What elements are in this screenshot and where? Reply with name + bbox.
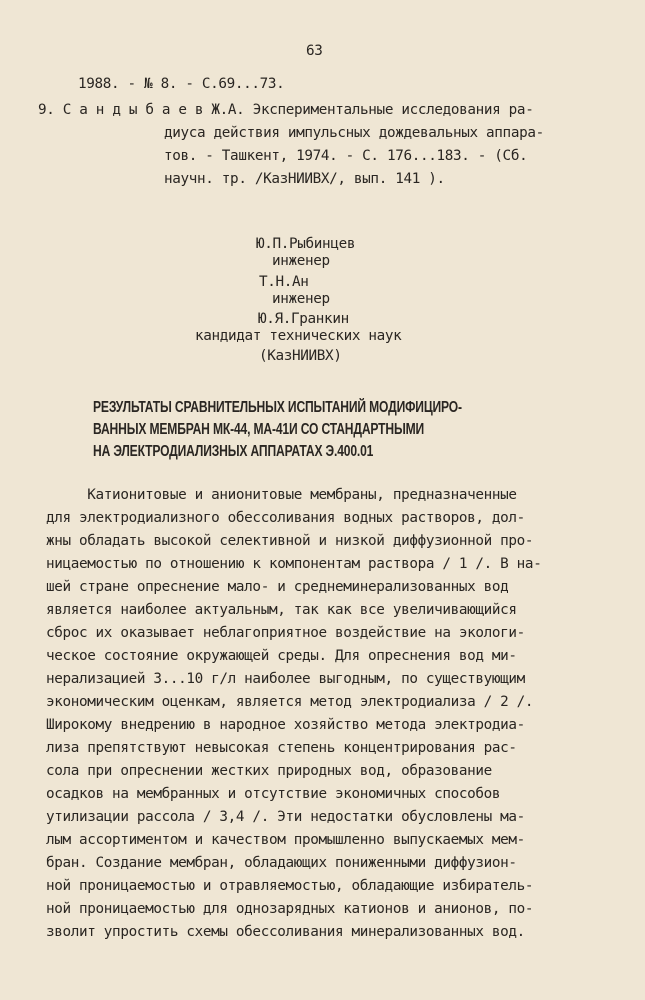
body-line: ной проницаемостью для однозарядных катионов и анионов, по- (46, 901, 534, 917)
article-title-line: РЕЗУЛЬТАТЫ СРАВНИТЕЛЬНЫХ ИСПЫТАНИЙ МОДИФИЦИРО- (93, 399, 462, 416)
body-line: зволит упростить схемы обессоливания минерализованных вод. (46, 924, 525, 940)
body-line: сброс их оказывает неблагоприятное воздействие на экологи- (46, 625, 525, 641)
body-line: осадков на мембранных и отсутствие экономичных способов (46, 786, 501, 802)
author-name: Т.Н.Ан (259, 274, 309, 290)
reference-9-line: тов. - Ташкент, 1974. - С. 176...183. - (Сб. (164, 148, 528, 164)
article-title-line: ВАННЫХ МЕМБРАН МК-44, МА-41И СО СТАНДАРТНЫМИ (93, 421, 425, 438)
page-number: 63 (306, 43, 323, 59)
author-title: инженер (272, 291, 330, 307)
author-name: Ю.П.Рыбинцев (256, 236, 356, 252)
article-title-line: НА ЭЛЕКТРОДИАЛИЗНЫХ АППАРАТАХ Э.400.01 (93, 443, 374, 460)
body-line: бран. Создание мембран, обладающих пониженными диффузион- (46, 855, 517, 871)
author-title: инженер (272, 253, 330, 269)
author-name: Ю.Я.Гранкин (258, 311, 349, 327)
author-institution: (КазНИИВХ) (259, 348, 342, 364)
body-line: экономическим оценкам, является метод электродиализа / 2 /. (46, 694, 534, 710)
body-line: нерализацией 3...10 г/л наиболее выгодным, по существующим (46, 671, 525, 687)
reference-9-line: диуса действия импульсных дождевальных аппара- (164, 125, 544, 141)
body-line: лым ассортиментом и качеством промышленно выпускаемых мем- (46, 832, 525, 848)
body-line: жны обладать высокой селективной и низкой диффузионной про- (46, 533, 534, 549)
body-line: сола при опреснении жестких природных вод, образование (46, 763, 492, 779)
reference-9-line: научн. тр. /КазНИИВХ/, вып. 141 ). (164, 171, 445, 187)
reference-9-line: 9. С а н д ы б а е в Ж.А. Экспериментальные исследования ра- (38, 102, 534, 118)
body-line: шей стране опреснение мало- и среднеминерализованных вод (46, 579, 509, 595)
body-line: ной проницаемостью и отравляемостью, обладающие избиратель- (46, 878, 534, 894)
body-line: лиза препятствуют невысокая степень концентрирования рас- (46, 740, 517, 756)
body-line: Катионитовые и анионитовые мембраны, предназначенные (46, 487, 517, 503)
reference-continuation: 1988. - № 8. - С.69...73. (78, 76, 285, 92)
body-line: ческое состояние окружающей среды. Для опреснения вод ми- (46, 648, 517, 664)
author-title: кандидат технических наук (195, 328, 402, 344)
body-line: является наиболее актуальным, так как все увеличивающийся (46, 602, 517, 618)
body-line: Широкому внедрению в народное хозяйство метода электродиа- (46, 717, 525, 733)
body-line: утилизации рассола / 3,4 /. Эти недостатки обусловлены ма- (46, 809, 525, 825)
body-line: для электродиализного обессоливания водных растворов, дол- (46, 510, 525, 526)
body-line: ницаемостью по отношению к компонентам раствора / 1 /. В на- (46, 556, 542, 572)
